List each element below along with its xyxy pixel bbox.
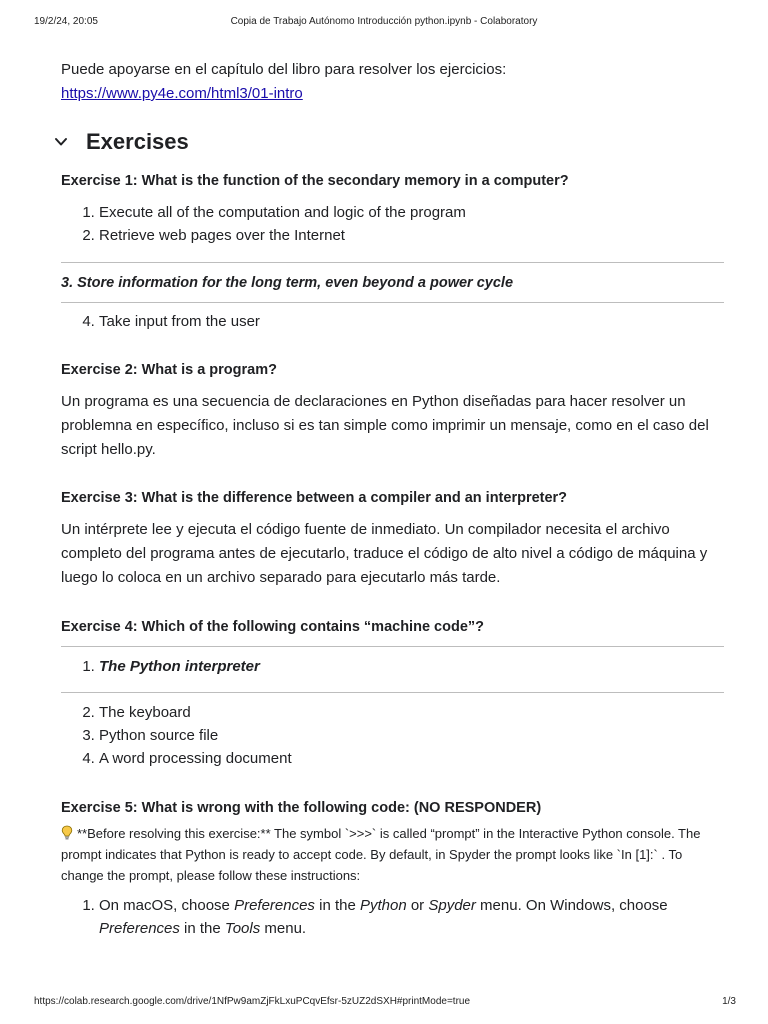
exercise-1-highlight: 3. Store information for the long term, even beyond a power cycle [61, 275, 514, 291]
py4e-link[interactable]: https://www.py4e.com/html3/01-intro [61, 85, 303, 102]
intro-paragraph [61, 58, 724, 106]
print-header [0, 16, 768, 30]
intro-text: Puede apoyarse en el capítulo del libro para resolver los ejercicios: [61, 61, 507, 78]
exercise-4-highlight: The Python interpreter [99, 658, 260, 675]
print-url: https://colab.research.google.com/drive/1NfPw9amZjFkLxuPCqvEfsr-5zUZ2dSXH#printMode=true [34, 996, 471, 1007]
page-number: 1/3 [722, 996, 736, 1007]
exercise-3-answer: Un intérprete lee y ejecuta el código fuente de inmediato. Un compilador necesita el archivo completo del programa antes de ejecutarlo, traduce el código de alto nivel a código de máquina y luego lo coloca en un archivo separado para ejecutarlo más tarde. [61, 521, 708, 586]
menu-tools: Tools [224, 920, 261, 937]
list-item: 1. On macOS, choose Preferences in the Python or Spyder menu. On Windows, choose Preferences in the Tools menu. [99, 894, 724, 940]
exercise-5-note [61, 823, 724, 886]
exercise-4-options [61, 701, 724, 770]
menu-python: Python [359, 897, 407, 914]
note-text: **Before resolving this exercise:** The symbol `>>>` is called “prompt” in the Interactive Python console. The prompt indicates that Python is ready to accept code. By default, in Spyder the prompt looks like `In [1]:` . To change the prompt, please follow these instructions: [61, 826, 701, 883]
print-footer [0, 996, 768, 1010]
menu-preferences-windows: Preferences [99, 920, 180, 937]
print-title: Copia de Trabajo Autónomo Introducción python.ipynb - Colaboratory [230, 16, 538, 27]
exercise-4-question: Exercise 4: Which of the following contains “machine code”? [61, 619, 484, 635]
print-datetime: 19/2/24, 20:05 [34, 16, 98, 27]
divider [61, 692, 724, 693]
exercise-5-question: Exercise 5: What is wrong with the following code: (NO RESPONDER) [61, 800, 542, 816]
exercise-5-steps [61, 894, 724, 940]
exercise-1-options-cont [61, 310, 724, 333]
list-item: 4. A word processing document [99, 747, 724, 770]
exercise-4-highlight-list [61, 647, 724, 692]
list-item: 2. The keyboard [99, 701, 724, 724]
list-item: 4. Take input from the user [99, 310, 724, 333]
menu-preferences: Preferences [234, 897, 315, 914]
list-item: 3. Python source file [99, 724, 724, 747]
menu-spyder: Spyder [428, 897, 476, 914]
lightbulb-icon [61, 825, 73, 840]
section-title: Exercises [86, 129, 189, 154]
chevron-down-icon[interactable] [53, 134, 69, 150]
section-header [61, 127, 724, 157]
exercise-2-question: Exercise 2: What is a program? [61, 362, 277, 378]
list-item [99, 655, 724, 678]
exercise-3-question: Exercise 3: What is the difference between a compiler and an interpreter? [61, 490, 568, 506]
divider [61, 302, 724, 303]
exercise-1-question: Exercise 1: What is the function of the secondary memory in a computer? [61, 173, 569, 189]
list-item: 2. Retrieve web pages over the Internet [99, 224, 724, 247]
exercise-2-answer: Un programa es una secuencia de declaraciones en Python diseñadas para hacer resolver un problemna en específico, incluso si es tan simple como imprimir un mensaje, como en el caso del script hello.py. [61, 393, 709, 458]
exercise-1-options [61, 201, 724, 247]
notebook-content [61, 58, 724, 940]
list-item: 1. Execute all of the computation and logic of the program [99, 201, 724, 224]
